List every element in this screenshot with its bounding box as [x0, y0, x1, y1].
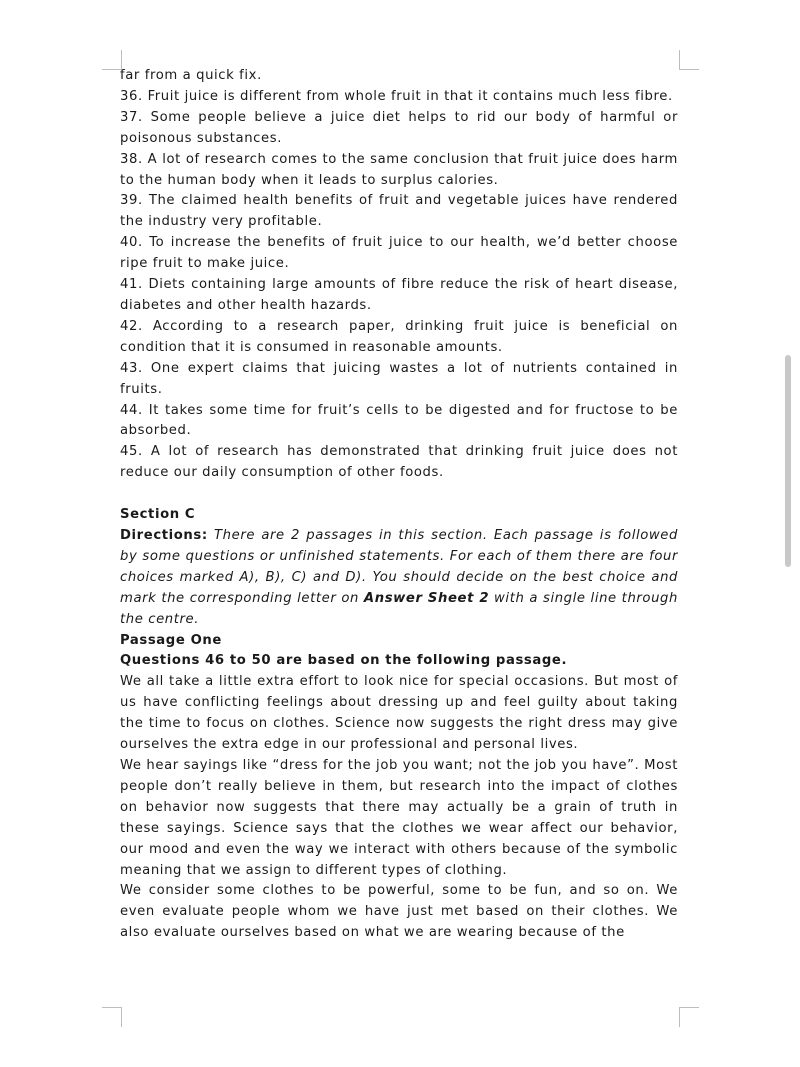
statement-42: 42. According to a research paper, drinking fruit juice is beneficial on condition that it is consumed in reasonable amounts. [120, 318, 678, 355]
directions-answer-sheet: Answer Sheet 2 [363, 590, 490, 606]
document-page [120, 66, 678, 944]
questions-heading: Questions 46 to 50 are based on the following passage. [120, 653, 568, 669]
directions-text-1: There are 2 passages in this section. Each passage is followed by some questions or unfinished statements. For each of them there are four choices marked A), B), C) and D). You should decide on the best choice and mark the corresponding letter on [120, 528, 678, 606]
statement-36: 36. Fruit juice is different from whole fruit in that it contains much less fibre. [120, 88, 673, 104]
directions [120, 526, 678, 631]
directions-text-2: with a single line through the centre. [120, 590, 678, 627]
statement-43: 43. One expert claims that juicing wastes a lot of nutrients contained in fruits. [120, 360, 678, 397]
statement-38: 38. A lot of research comes to the same conclusion that fruit juice does harm to the human body when it leads to surplus calories. [120, 151, 678, 188]
passage-paragraph-3: We consider some clothes to be powerful, some to be fun, and so on. We even evaluate people whom we have just met based on their clothes. We also evaluate ourselves based on what we are wearing because of the [120, 883, 678, 941]
passage-paragraph-2: We hear sayings like “dress for the job you want; not the job you have”. Most people don’t really believe in them, but research into the impact of clothes on behavior now suggests that there may actually be a grain of truth in these sayings. Science says that the clothes we wear affect our behavior, our mood and even the way we interact with others because of the symbolic meaning that we assign to different types of clothing. [120, 758, 678, 878]
passage-title: Passage One [120, 632, 222, 648]
statement-45: 45. A lot of research has demonstrated that drinking fruit juice does not reduce our daily consumption of other foods. [120, 444, 678, 481]
statement-39: 39. The claimed health benefits of fruit and vegetable juices have rendered the industry very profitable. [120, 193, 678, 230]
statement-37: 37. Some people believe a juice diet helps to rid our body of harmful or poisonous substances. [120, 109, 678, 146]
line-continuation: far from a quick fix. [120, 68, 262, 83]
vertical-scrollbar[interactable] [785, 355, 791, 567]
directions-label: Directions: [120, 528, 208, 544]
statement-44: 44. It takes some time for fruit’s cells to be digested and for fructose to be absorbed. [120, 402, 678, 439]
statement-40: 40. To increase the benefits of fruit juice to our health, we’d better choose ripe fruit to make juice. [120, 235, 678, 272]
statement-41: 41. Diets containing large amounts of fibre reduce the risk of heart disease, diabetes and other health hazards. [120, 277, 678, 313]
section-title: Section C [120, 507, 196, 523]
passage-paragraph-1: We all take a little extra effort to look nice for special occasions. But most of us have conflicting feelings about dressing up and feel guilty about taking the time to focus on clothes. Science now suggests the right dress may give ourselves the extra edge in our professional and personal lives. [120, 674, 678, 753]
section-gap [120, 484, 678, 505]
